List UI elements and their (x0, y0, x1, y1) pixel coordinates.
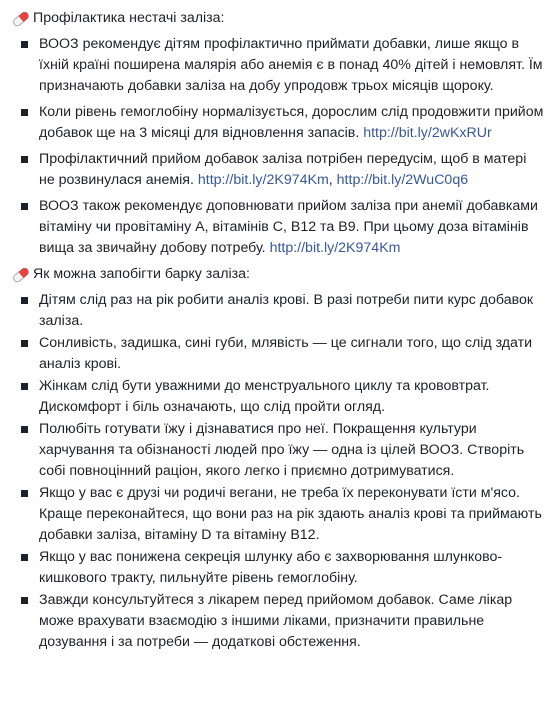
square-bullet-icon (21, 426, 28, 433)
square-bullet-icon (21, 490, 28, 497)
source-link[interactable]: http://bit.ly/2K974Km (197, 172, 329, 188)
item-text: Дітям слід раз на рік робити аналіз крові. В разі потреби пити курс добавок заліза. (39, 292, 534, 329)
link-separator: , (328, 172, 337, 188)
item-text: Якщо у вас є друзі чи родичі вегани, не треба їх переконувати їсти м'ясо. Краще переконайтеся, що вони раз на рік здають аналіз крові та приймають добавки заліза, вітаміну D та вітаміну B12. (39, 485, 542, 543)
item-text: ВООЗ також рекомендує доповнювати прийом заліза при анемії добавками вітаміну чи провітаміну А, вітамінів С, В12 та В9. При цьому доза вітамінів вища за звичайну добову потребу. (39, 198, 538, 256)
source-link[interactable]: http://bit.ly/2WuC0q6 (336, 172, 469, 188)
bullet-list-avoid (11, 290, 545, 653)
item-text: Профілактичний прийом добавок заліза потрібен передусім, щоб в матері не розвинулася анемія. (39, 151, 527, 188)
square-bullet-icon (21, 383, 28, 390)
item-text: Завжди консультуйтеся з лікарем перед прийомом добавок. Саме лікар може врахувати взаємодію з іншими ліками, призначити правильне дозування і за потреби — додаткові обстеження. (39, 592, 513, 650)
source-link[interactable]: http://bit.ly/2wKxRUr (363, 125, 492, 141)
square-bullet-icon (21, 41, 28, 48)
list-item (11, 290, 545, 332)
item-text: Жінкам слід бути уважними до менструального циклу та крововтрат. Дискомфорт і біль означають, що слід пройти огляд. (39, 378, 490, 415)
square-bullet-icon (21, 156, 28, 163)
section-heading-prevention (11, 8, 545, 29)
item-text: Якщо у вас понижена секреція шлунку або є захворювання шлунково-кишкового тракту, пильнуйте рівень гемоглобіну. (39, 549, 503, 586)
source-link[interactable]: http://bit.ly/2K974Km (269, 240, 401, 256)
list-item (11, 483, 545, 546)
item-text: Сонливість, задишка, сині губи, млявість — це сигнали того, що слід здати аналіз крові. (39, 335, 533, 372)
list-item (11, 102, 545, 144)
list-item (11, 376, 545, 418)
pill-icon (11, 11, 31, 27)
item-text: Полюбіть готувати їжу і дізнаватися про неї. Покращення культури харчування та обізнаності людей про їжу — одна із цілей ВООЗ. Створіть собі повноцінний раціон, якого легко і приємно дотримуватися. (39, 421, 525, 479)
item-text: ВООЗ рекомендує дітям профілактично приймати добавки, лише якщо в їхній країні поширена малярія або анемія є в понад 40% дітей і немовлят. Їм призначають добавки заліза на добу упродовж трьох місяців щороку. (39, 36, 543, 94)
list-item (11, 547, 545, 589)
list-item (11, 333, 545, 375)
section-title: Як можна запобігти барку заліза: (33, 266, 250, 282)
section-heading-avoid (11, 264, 545, 285)
section-title: Профілактика нестачі заліза: (33, 10, 225, 26)
square-bullet-icon (21, 554, 28, 561)
list-item (11, 149, 545, 191)
list-item (11, 419, 545, 482)
item-text: Коли рівень гемоглобіну нормалізується, дорослим слід продовжити прийом добавок ще на 3 місяці для відновлення запасів. (39, 104, 544, 141)
pill-icon (11, 267, 31, 283)
square-bullet-icon (21, 340, 28, 347)
list-item (11, 590, 545, 653)
bullet-list-prevention (11, 34, 545, 259)
list-item (11, 34, 545, 97)
list-item (11, 196, 545, 259)
square-bullet-icon (21, 203, 28, 210)
square-bullet-icon (21, 297, 28, 304)
square-bullet-icon (21, 109, 28, 116)
square-bullet-icon (21, 597, 28, 604)
